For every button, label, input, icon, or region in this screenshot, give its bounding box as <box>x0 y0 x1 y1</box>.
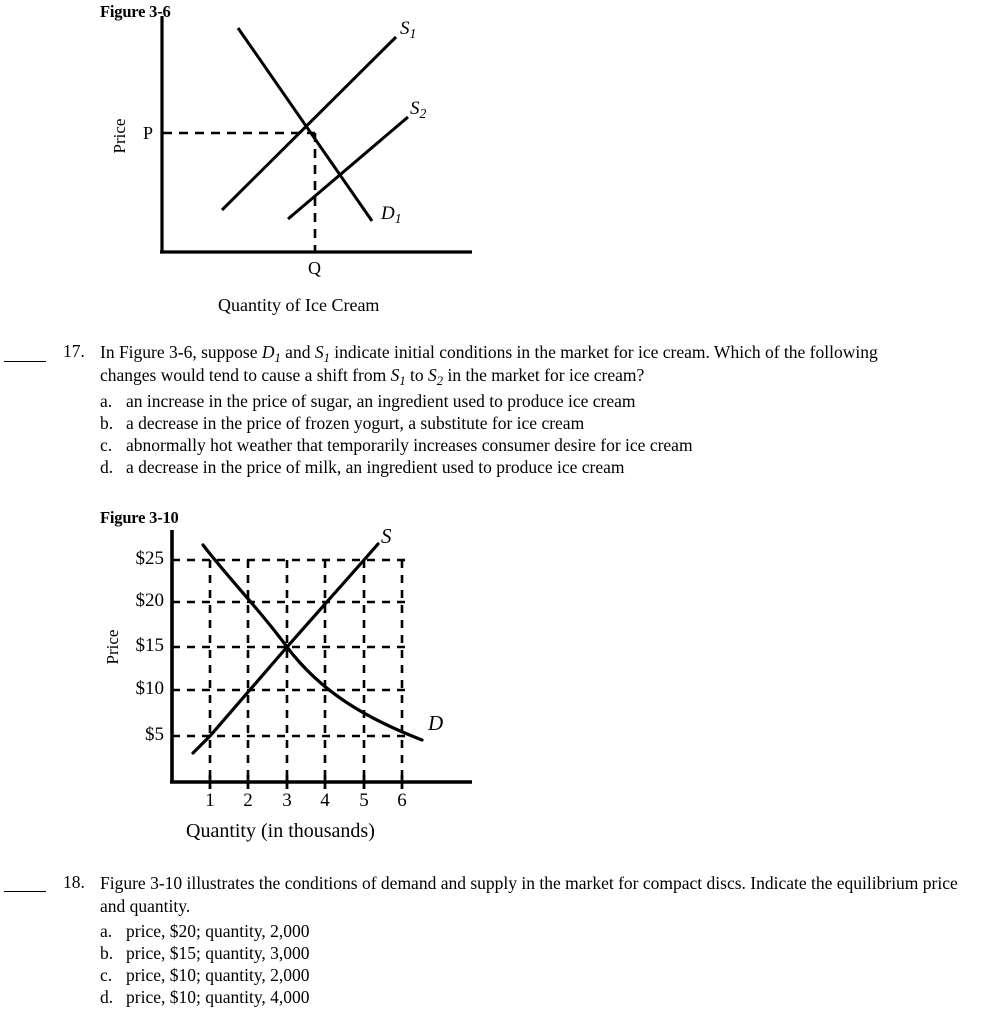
figure-3-10-supply-label: S <box>381 524 392 548</box>
question-17-option-a-text: an increase in the price of sugar, an ingredient used to produce ice cream <box>126 391 636 411</box>
figure-3-6-s1-label <box>400 18 416 40</box>
question-18-option-d-text: price, $10; quantity, 4,000 <box>126 987 310 1007</box>
question-17-stem-part4: following changes would tend to cause a shift from <box>100 342 878 386</box>
question-18-answer-blank[interactable] <box>4 891 46 892</box>
figure-3-10-y-axis-label: Price <box>103 629 122 665</box>
figure-3-10-x-axis-label: Quantity (in thousands) <box>186 820 375 842</box>
figure-3-6-plot <box>150 12 490 262</box>
question-17-s2-symbol: $S_2$ <box>428 365 444 388</box>
question-17-d1-symbol: $D_1$ <box>261 342 281 365</box>
figure-3-6-s1-letter: S <box>400 18 410 39</box>
figure-3-6-quantity-marker: Q <box>308 258 321 278</box>
question-17-option-c[interactable] <box>100 434 693 457</box>
figure-3-10-x-tick-label-5: 5 <box>359 790 369 811</box>
figure-3-6-d1-label <box>381 203 402 225</box>
figure-3-10-x-tick-label-1: 1 <box>205 790 215 811</box>
figure-3-6-s1-subscript: 1 <box>409 25 417 41</box>
question-17-option-d-text: a decrease in the price of milk, an ingredient used to produce ice cream <box>126 457 625 477</box>
figure-3-6-demand-curve-d1 <box>238 28 372 221</box>
figure-3-6-s2-subscript: 2 <box>419 105 427 121</box>
question-18-option-b-letter: b. <box>100 943 114 963</box>
question-18-option-c-text: price, $10; quantity, 2,000 <box>126 965 310 985</box>
figure-3-10-demand-curve <box>203 545 422 740</box>
question-17-option-a[interactable] <box>100 390 636 413</box>
question-17-stem-part2: and <box>280 342 315 362</box>
figure-3-6-d1-letter: D <box>381 203 395 224</box>
figure-3-10-y-tick-label-20: $20 <box>135 590 164 611</box>
question-18-stem <box>100 872 960 918</box>
question-17-option-b-letter: b. <box>100 413 114 433</box>
question-17-stem <box>100 341 930 387</box>
question-18-stem-line-2: equilibrium price and quantity. <box>100 873 958 917</box>
question-17-option-d[interactable] <box>100 456 625 479</box>
question-18-option-a-text: price, $20; quantity, 2,000 <box>126 921 310 941</box>
question-18-option-c-letter: c. <box>100 965 113 985</box>
figure-3-10-plot <box>160 528 490 790</box>
question-17-s1b-symbol: $S_1$ <box>390 365 406 388</box>
question-18-option-b[interactable] <box>100 942 310 965</box>
question-18-stem-line-1: Figure 3-10 illustrates the conditions of demand and supply in the market for compact discs. Indicate the <box>100 873 833 893</box>
figure-3-6-s2-letter: S <box>410 98 420 119</box>
figure-3-10-y-tick-label-5: $5 <box>145 724 164 745</box>
question-17-option-b[interactable] <box>100 412 584 435</box>
question-18-option-c[interactable] <box>100 964 310 987</box>
question-17-option-d-letter: d. <box>100 457 114 477</box>
figure-3-6-price-marker: P <box>143 123 154 143</box>
figure-3-10-x-tick-label-3: 3 <box>282 790 292 811</box>
question-17-stem-part3: indicate initial conditions in the market for ice cream. Which of the <box>329 342 806 362</box>
figure-3-6-y-axis-label: Price <box>110 118 129 154</box>
figure-3-10-x-tick-label-4: 4 <box>320 790 330 811</box>
question-18-option-d-letter: d. <box>100 987 114 1007</box>
question-17-answer-blank[interactable] <box>4 361 46 362</box>
question-18-option-a[interactable] <box>100 920 310 943</box>
question-18-option-b-text: price, $15; quantity, 3,000 <box>126 943 310 963</box>
figure-3-10-x-tick-label-6: 6 <box>397 790 407 811</box>
question-17-number: 17. <box>63 341 85 361</box>
figure-3-10-y-tick-label-15: $15 <box>135 635 164 656</box>
figure-3-10-y-tick-label-10: $10 <box>135 678 164 699</box>
figure-3-10-demand-label: D <box>428 711 444 735</box>
question-17-stem-part1: In Figure 3-6, suppose <box>100 342 262 362</box>
figure-3-10-x-tick-label-2: 2 <box>243 790 253 811</box>
question-17-stem-part5: to <box>405 365 429 386</box>
figure-3-6-s2-label <box>410 98 426 120</box>
question-18-option-a-letter: a. <box>100 921 113 941</box>
figure-3-6-supply-curve-s1 <box>222 37 396 210</box>
figure-3-6-x-axis-label: Quantity of Ice Cream <box>218 295 380 315</box>
question-17-option-c-letter: c. <box>100 435 113 455</box>
question-17-s1-symbol: $S_1$ <box>314 342 330 365</box>
question-17-option-b-text: a decrease in the price of frozen yogurt, a substitute for ice cream <box>126 413 585 433</box>
figure-3-10-y-tick-label-25: $25 <box>135 548 164 569</box>
figure-3-10-supply-curve <box>193 544 378 753</box>
question-17-option-a-letter: a. <box>100 391 113 411</box>
question-18-number: 18. <box>63 872 85 892</box>
figure-3-10-title: Figure 3-10 <box>100 508 179 527</box>
question-17-option-c-text: abnormally hot weather that temporarily increases consumer desire for ice cream <box>126 435 693 455</box>
figure-3-6-title: Figure 3-6 <box>100 2 171 21</box>
question-18-option-d[interactable] <box>100 986 310 1009</box>
figure-3-6-d1-subscript: 1 <box>394 210 402 226</box>
question-17-stem-part6: in the market for ice cream? <box>443 365 645 386</box>
